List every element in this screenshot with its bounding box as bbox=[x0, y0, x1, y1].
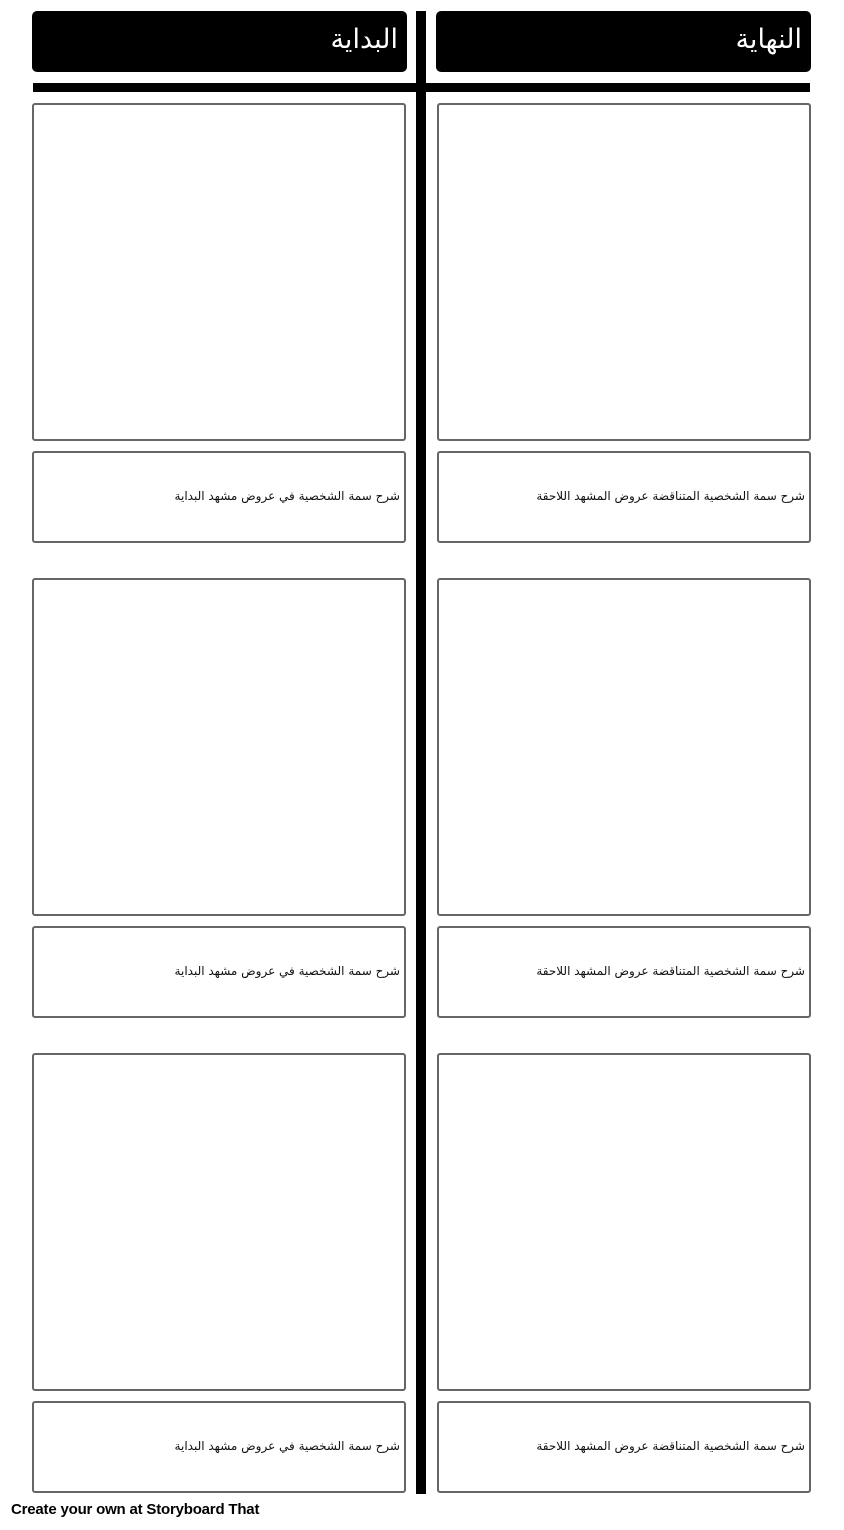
storyboard-image-cell-ending-3[interactable] bbox=[437, 1053, 811, 1391]
storyboard-image-cell-ending-2[interactable] bbox=[437, 578, 811, 916]
caption-box-ending-2[interactable]: شرح سمة الشخصية المتناقضة عروض المشهد اللاحقة bbox=[437, 926, 811, 1018]
storyboard-image-cell-beginning-3[interactable] bbox=[32, 1053, 406, 1391]
storyboard-image-cell-ending-1[interactable] bbox=[437, 103, 811, 441]
storyboard-image-cell-beginning-2[interactable] bbox=[32, 578, 406, 916]
column-header-beginning: البداية bbox=[32, 11, 407, 72]
storyboard-that-credit-link[interactable]: Create your own at Storyboard That bbox=[11, 1501, 260, 1518]
caption-box-beginning-3[interactable]: شرح سمة الشخصية في عروض مشهد البداية bbox=[32, 1401, 406, 1493]
caption-box-ending-3[interactable]: شرح سمة الشخصية المتناقضة عروض المشهد اللاحقة bbox=[437, 1401, 811, 1493]
caption-box-beginning-1[interactable]: شرح سمة الشخصية في عروض مشهد البداية bbox=[32, 451, 406, 543]
column-header-ending: النهاية bbox=[436, 11, 811, 72]
caption-box-beginning-2[interactable]: شرح سمة الشخصية في عروض مشهد البداية bbox=[32, 926, 406, 1018]
vertical-divider bbox=[416, 11, 426, 1494]
caption-box-ending-1[interactable]: شرح سمة الشخصية المتناقضة عروض المشهد اللاحقة bbox=[437, 451, 811, 543]
storyboard-image-cell-beginning-1[interactable] bbox=[32, 103, 406, 441]
